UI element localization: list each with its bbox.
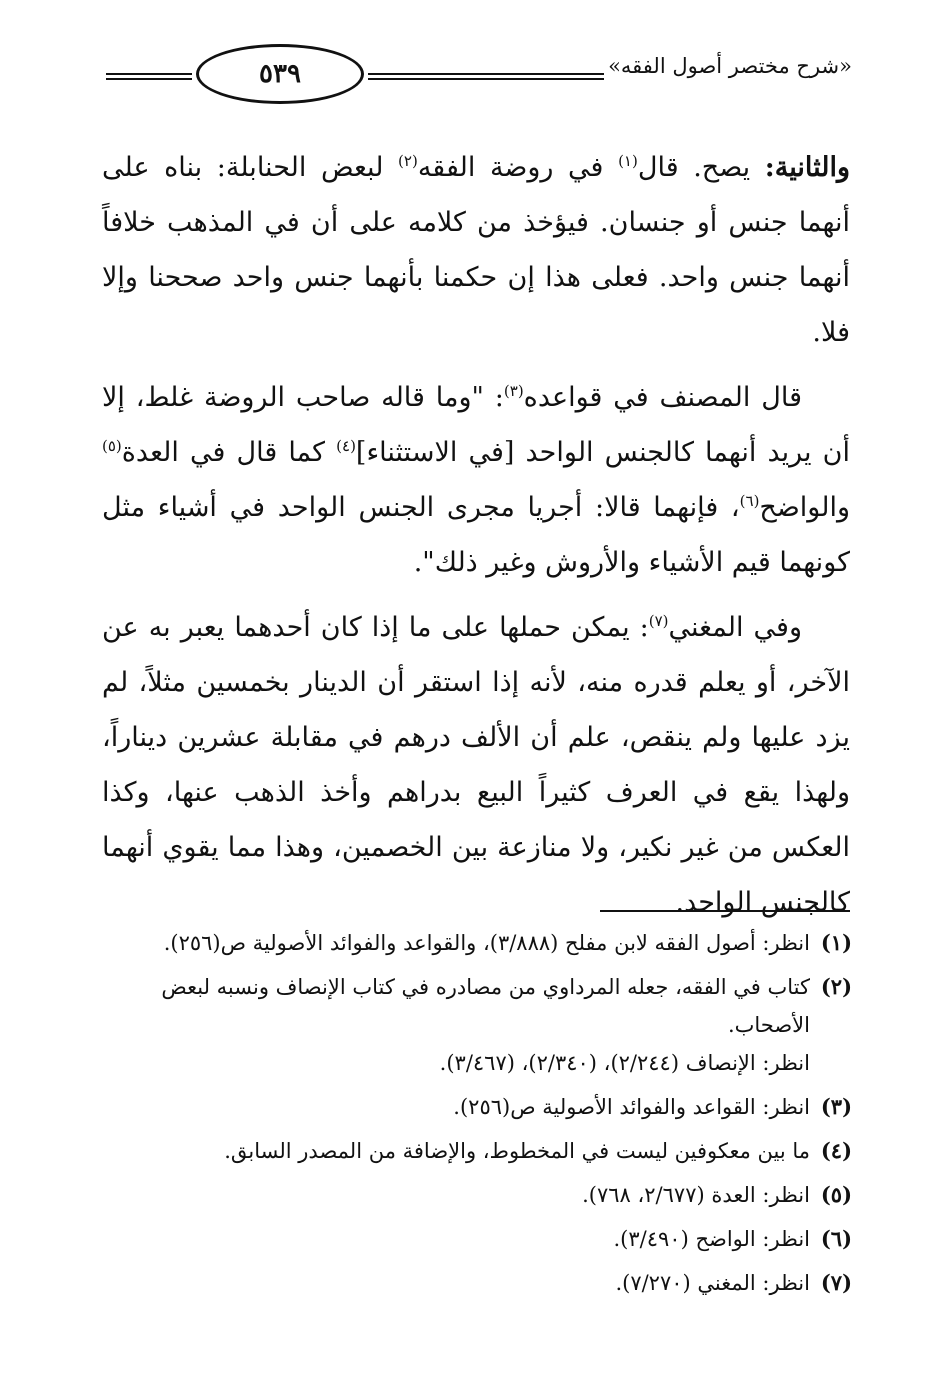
text-run: يصح. قال: [637, 152, 765, 183]
footnote-ref[interactable]: (٥): [102, 437, 122, 455]
footnote-ref[interactable]: (٤): [336, 437, 356, 455]
footnote-text: انظر: العدة (٢/٦٧٧، ٧٦٨).: [582, 1183, 810, 1207]
main-text: [102, 140, 850, 940]
footnote-item: [100, 1088, 852, 1126]
footnote-number: (٤): [820, 1138, 852, 1163]
footnote-text: انظر: الواضح (٣/٤٩٠).: [613, 1227, 810, 1251]
footnote-text: كتاب في الفقه، جعله المرداوي من مصادره في كتاب الإنصاف ونسبه لبعض الأصحاب.: [161, 975, 810, 1037]
footnote-ref[interactable]: (٧): [648, 612, 669, 630]
footnote-item: [100, 1220, 852, 1258]
footnote-ref[interactable]: (٦): [739, 492, 760, 510]
footnote-ref[interactable]: (٢): [398, 152, 418, 170]
footnote-text: انظر: أصول الفقه لابن مفلح (٣/٨٨٨)، والقواعد والفوائد الأصولية ص(٢٥٦).: [163, 931, 810, 955]
footnote-text: انظر: الإنصاف (٢/٢٤٤)، (٢/٣٤٠)، (٣/٤٦٧).: [439, 1051, 810, 1075]
footnote-number: (٢): [820, 974, 852, 999]
text-run: قال المصنف في قواعده: [523, 382, 803, 413]
text-run: والواضح: [759, 492, 850, 523]
paragraph: [102, 370, 850, 590]
page-number: ٥٣٩: [259, 59, 301, 89]
paragraph: [102, 600, 850, 930]
footnote-number: (٥): [820, 1182, 852, 1207]
footnote-text: ما بين معكوفين ليست في المخطوط، والإضافة من المصدر السابق.: [224, 1139, 810, 1163]
footnote-item: [100, 924, 852, 962]
footnote-number: (٧): [820, 1270, 852, 1295]
page-header: [100, 38, 852, 110]
footnote-item: [100, 1132, 852, 1170]
text-run: في روضة الفقه: [417, 152, 619, 183]
footnote-number: (٦): [820, 1226, 852, 1251]
text-run: ، فإنهما قالا: أجريا مجرى الجنس الواحد في أشياء مثل كونهما قيم الأشياء والأروش وغير ذلك".: [102, 492, 850, 578]
footnote-separator: [600, 910, 850, 912]
text-run: : يمكن حملها على ما إذا كان أحدهما يعبر به عن الآخر، أو يعلم قدره منه، لأنه إذا استقر أن الدينار بخمسين مثلاً، لم يزد عليها ولم ينقص، علم أن الألف درهم في مقابلة عشرين ديناراً، ولهذا يقع في العرف كثيراً البيع بدراهم وأخذ الذهب عنها، وكذا العكس من غير نكير، ولا منازعة بين الخصمين، وهذا مما يقوي أنهما كالجنس الواحد.: [102, 612, 850, 918]
running-title: «شرح مختصر أصول الفقه»: [608, 54, 852, 78]
paragraph: [102, 140, 850, 360]
footnotes: [100, 924, 852, 1308]
page-number-badge: [196, 44, 364, 104]
footnote-item: [100, 1264, 852, 1302]
footnote-text: انظر: القواعد والفوائد الأصولية ص(٢٥٦).: [453, 1095, 810, 1119]
paragraph-lead: والثانية:: [764, 152, 850, 183]
footnote-number: (٣): [820, 1094, 852, 1119]
footnote-item: [100, 968, 852, 1082]
text-run: لبعض الحنابلة: بناه على أنهما جنس أو جنسان. فيؤخذ من كلامه على أن في المذهب خلافاً أنهما جنس واحد. فعلى هذا إن حكمنا بأنهما جنس واحد صححنا وإلا فلا.: [102, 152, 850, 348]
footnote-ref[interactable]: (٣): [503, 382, 524, 400]
header-rule: [368, 73, 604, 80]
text-run: : "وما قاله صاحب الروضة غلط، إلا أن يريد أنهما كالجنس الواحد [في الاستثناء]: [102, 382, 850, 468]
footnote-text: انظر: المغني (٧/٢٧٠).: [615, 1271, 810, 1295]
footnote-item: [100, 1176, 852, 1214]
footnote-number: (١): [820, 930, 852, 955]
header-rule: [106, 73, 192, 80]
text-run: كما قال في العدة: [121, 437, 337, 468]
footnote-ref[interactable]: (١): [618, 152, 638, 170]
text-run: وفي المغني: [668, 612, 803, 643]
